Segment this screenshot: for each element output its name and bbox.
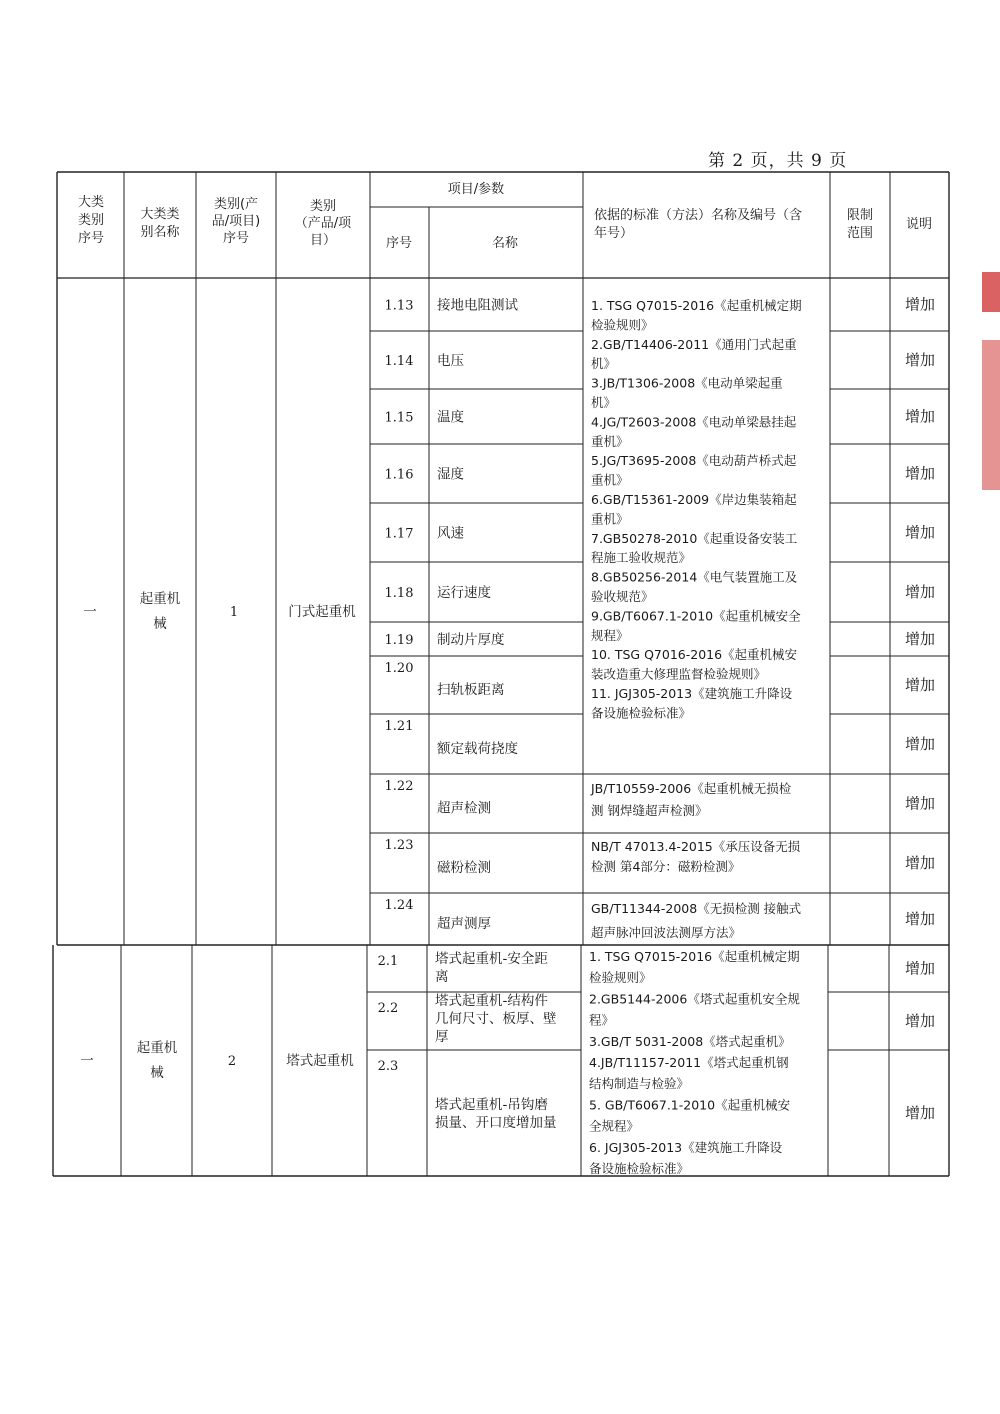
- group2-standards: 3.GB/T 5031-2008《塔式起重机》: [589, 1033, 791, 1049]
- group1-item-name: 超声测厚: [437, 916, 491, 932]
- group1-standard-mt: NB/T 47013.4-2015《承压设备无损: [591, 839, 801, 854]
- header-major-no: 序号: [77, 231, 105, 246]
- header-category-name: 目）: [309, 233, 337, 248]
- group1-standards: 8.GB50256-2014《电气装置施工及: [591, 569, 798, 585]
- header-item-seq: 序号: [385, 236, 413, 251]
- group1-item-seq: 1.24: [384, 898, 414, 913]
- group1-item-seq: 1.15: [384, 410, 414, 426]
- header-major-name: 别名称: [140, 225, 180, 240]
- group1-item-seq: 1.14: [384, 354, 414, 369]
- group1-note: 增加: [904, 523, 936, 542]
- header-category-no: 序号: [222, 231, 250, 246]
- group2-note: 增加: [904, 959, 936, 978]
- group1-standards: 4.JG/T2603-2008《电动单梁悬挂起: [591, 414, 797, 430]
- group1-item-name: 扫轨板距离: [437, 682, 505, 698]
- group1-item-seq: 1.18: [384, 586, 414, 601]
- group2-standards: 备设施检验标准》: [589, 1161, 690, 1176]
- group2-item-name: 厚: [435, 1029, 449, 1045]
- header-limit: 限制: [846, 208, 874, 223]
- group1-standards: 10. TSG Q7016-2016《起重机械安: [591, 647, 798, 663]
- header-category-no: 类别(产: [213, 197, 259, 212]
- group1-item-name: 电压: [437, 353, 464, 369]
- group2-note: 增加: [904, 1104, 936, 1122]
- group1-item-seq: 1.22: [384, 779, 414, 794]
- group1-standards: 2.GB/T14406-2011《通用门式起重: [591, 336, 797, 352]
- group2-item-name: 塔式起重机-吊钩磨: [435, 1097, 548, 1113]
- group1-standards: 检验规则》: [591, 317, 654, 333]
- group2-standards: 4.JB/T11157-2011《塔式起重机钢: [589, 1055, 789, 1070]
- group1-item-name: 湿度: [437, 466, 464, 483]
- group2-item-seq: 2.3: [377, 1059, 399, 1074]
- group1-standards: 重机》: [591, 433, 629, 449]
- group2-category-no: 2: [227, 1054, 237, 1069]
- group1-standard-th: GB/T11344-2008《无损检测 接触式: [591, 901, 802, 916]
- group1-standards: 3.JB/T1306-2008《电动单梁起重: [591, 375, 783, 391]
- group1-standards: 11. JGJ305-2013《建筑施工升降设: [591, 686, 793, 701]
- group1-standards: 重机》: [591, 472, 629, 488]
- group2-item-name: 塔式起重机-安全距: [435, 951, 548, 967]
- group1-item-seq: 1.23: [384, 838, 414, 853]
- group1-item-name: 制动片厚度: [437, 632, 505, 648]
- group1-item-name: 额定载荷挠度: [437, 741, 518, 757]
- group1-item-name: 运行速度: [437, 585, 491, 601]
- group1-standard-ut: 测 钢焊缝超声检测》: [591, 803, 708, 818]
- group1-standards: 6.GB/T15361-2009《岸边集装箱起: [591, 492, 797, 507]
- group1-standards: 9.GB/T6067.1-2010《起重机械安全: [591, 608, 801, 624]
- group1-category-no: 1: [229, 605, 239, 620]
- group2-standards: 5. GB/T6067.1-2010《起重机械安: [589, 1097, 791, 1113]
- group1-standards: 7.GB50278-2010《起重设备安装工: [591, 530, 798, 546]
- group2-major-name: 起重机: [136, 1040, 178, 1056]
- header-major-no: 类别: [77, 213, 105, 228]
- header-limit: 范围: [846, 226, 874, 241]
- group1-note: 增加: [904, 735, 936, 753]
- group1-item-name: 磁粉检测: [437, 860, 491, 876]
- group2-item-name: 损量、开口度增加量: [435, 1115, 557, 1131]
- group1-note: 增加: [904, 583, 936, 601]
- group1-note: 增加: [904, 464, 936, 483]
- header-category-name: 类别: [309, 199, 337, 214]
- group1-standards: 备设施检验标准》: [591, 705, 692, 721]
- group2-item-seq: 2.1: [377, 954, 399, 969]
- group2-standards: 全规程》: [589, 1118, 640, 1134]
- group1-item-seq: 1.16: [384, 467, 414, 483]
- group2-major-no: 一: [80, 1053, 94, 1069]
- group2-item-seq: 2.2: [377, 1001, 399, 1016]
- group1-note: 增加: [904, 854, 936, 872]
- group1-item-name: 超声检测: [437, 800, 491, 817]
- group1-standards: 重机》: [591, 511, 629, 527]
- group2-standards: 1. TSG Q7015-2016《起重机械定期: [589, 949, 800, 964]
- group1-note: 增加: [904, 676, 936, 694]
- group1-note: 增加: [904, 794, 936, 813]
- group2-item-name: 塔式起重机-结构件: [435, 993, 548, 1009]
- group1-standards: 5.JG/T3695-2008《电动葫芦桥式起: [591, 453, 797, 469]
- group1-note: 增加: [904, 351, 936, 369]
- group2-standards: 结构制造与检验》: [589, 1076, 690, 1092]
- group1-standard-mt: 检测 第4部分：磁粉检测》: [591, 859, 741, 874]
- group2-major-name: 械: [150, 1065, 164, 1081]
- header-standard: 依据的标准（方法）名称及编号（含: [594, 208, 803, 223]
- header-category-no: 品/项目): [211, 214, 261, 229]
- group1-item-seq: 1.17: [384, 526, 414, 542]
- header-category-name: （产品/项: [294, 216, 352, 231]
- header-item-name: 名称: [491, 236, 519, 251]
- group2-standards: 6. JGJ305-2013《建筑施工升降设: [589, 1139, 783, 1155]
- group1-category-name: 门式起重机: [288, 604, 356, 620]
- group2-item-name: 几何尺寸、板厚、壁: [435, 1011, 557, 1027]
- group1-item-seq: 1.13: [384, 298, 414, 314]
- group1-note: 增加: [904, 910, 936, 928]
- page-number: 第 2 页，共 9 页: [708, 151, 848, 171]
- group1-standards: 1. TSG Q7015-2016《起重机械定期: [591, 298, 802, 313]
- group1-item-seq: 1.19: [384, 633, 414, 648]
- group2-standards: 2.GB5144-2006《塔式起重机安全规: [589, 991, 800, 1007]
- group1-standards: 程施工验收规范》: [591, 550, 692, 566]
- group1-standards: 验收规范》: [591, 589, 654, 604]
- group1-item-name: 风速: [437, 525, 464, 542]
- group1-item-name: 温度: [437, 409, 464, 426]
- group1-note: 增加: [904, 295, 936, 314]
- group1-standard-th: 超声脉冲回波法测厚方法》: [591, 925, 742, 940]
- group1-item-name: 接地电阻测试: [437, 297, 518, 314]
- group2-note: 增加: [904, 1012, 936, 1030]
- group2-item-name: 离: [435, 969, 449, 985]
- group1-major-name: 起重机: [139, 591, 181, 607]
- group1-item-seq: 1.20: [384, 661, 414, 676]
- group2-category-name: 塔式起重机: [286, 1053, 354, 1069]
- group1-standard-ut: JB/T10559-2006《起重机械无损检: [591, 781, 792, 796]
- group1-major-no: 一: [83, 604, 97, 620]
- group1-standards: 机》: [591, 356, 617, 372]
- group1-standards: 装改造重大修理监督检验规则》: [591, 666, 767, 682]
- group2-standards: 程》: [589, 1012, 615, 1028]
- header-major-no: 大类: [77, 195, 105, 210]
- group1-major-name: 械: [153, 616, 167, 632]
- group1-standards: 规程》: [591, 627, 629, 643]
- group1-item-seq: 1.21: [384, 719, 414, 734]
- group1-note: 增加: [904, 630, 936, 648]
- group2-standards: 检验规则》: [589, 970, 652, 986]
- group1-note: 增加: [904, 407, 936, 426]
- header-note: 说明: [905, 217, 933, 232]
- header-major-name: 大类类: [140, 207, 180, 222]
- header-standard: 年号）: [594, 226, 634, 241]
- group1-standards: 机》: [591, 395, 617, 410]
- header-items-group: 项目/参数: [447, 182, 505, 197]
